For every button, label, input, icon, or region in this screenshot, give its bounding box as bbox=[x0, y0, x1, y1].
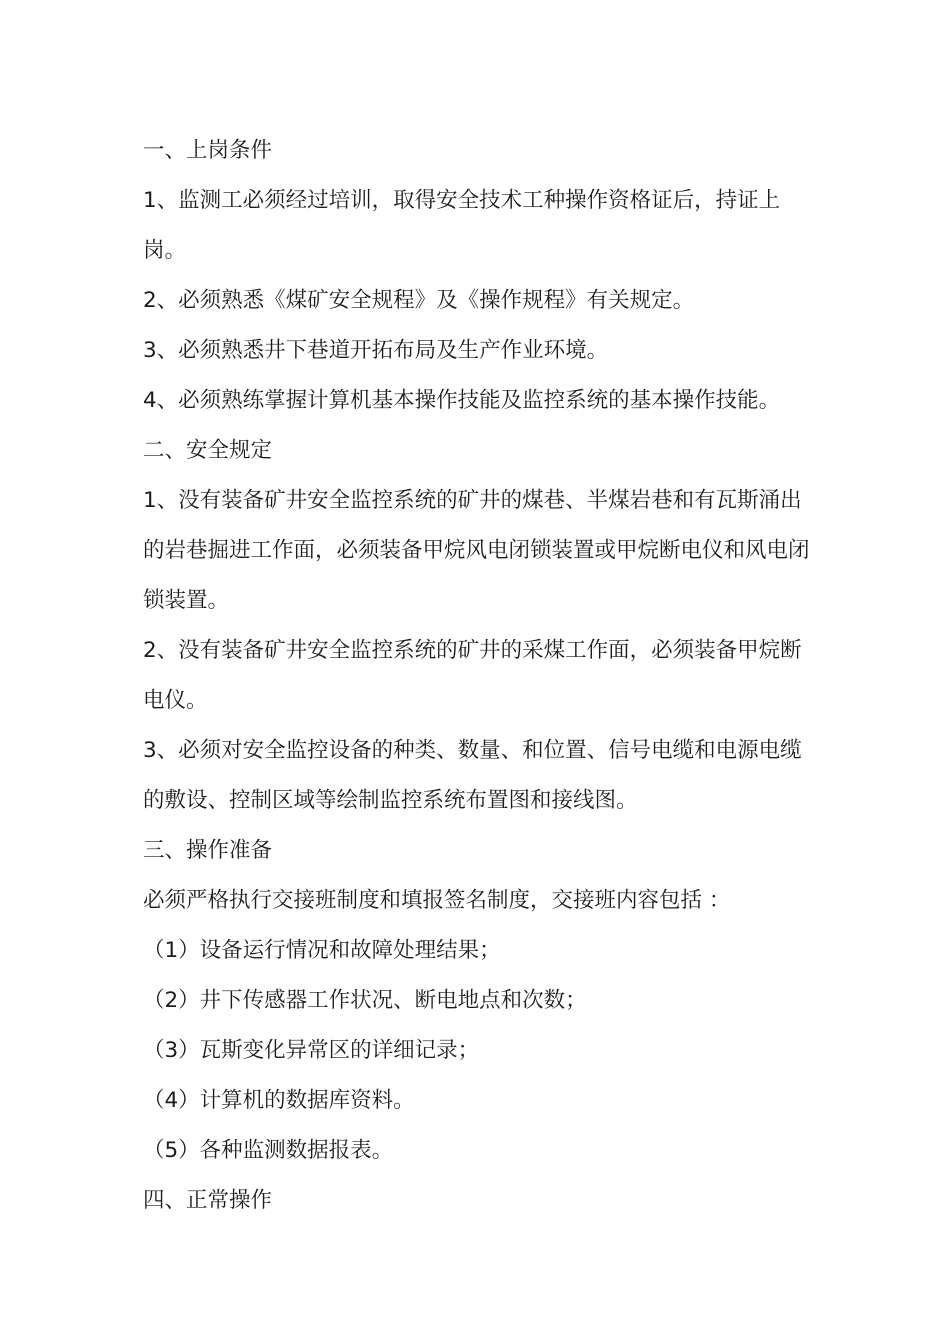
paragraph-2-3: 3、必须对安全监控设备的种类、数量、和位置、信号电缆和电源电缆的敷设、控制区域等绘制监控系统布置图和接线图。 bbox=[143, 738, 802, 813]
list-item-4: （4）计算机的数据库资料。 bbox=[143, 1088, 415, 1113]
section-heading-3: 三、操作准备 bbox=[143, 838, 273, 863]
paragraph-2-1: 1、没有装备矿井安全监控系统的矿井的煤巷、半煤岩巷和有瓦斯涌出的岩巷掘进工作面，必须装备甲烷风电闭锁装置或甲烷断电仪和风电闭锁装置。 bbox=[143, 488, 810, 613]
paragraph-1-3: 3、必须熟悉井下巷道开拓布局及生产作业环境。 bbox=[143, 338, 609, 363]
list-item-5: （5）各种监测数据报表。 bbox=[143, 1138, 394, 1163]
document-body bbox=[143, 126, 813, 1226]
paragraph-2-2: 2、没有装备矿井安全监控系统的矿井的采煤工作面，必须装备甲烷断电仪。 bbox=[143, 638, 802, 713]
paragraph-1-1: 1、监测工必须经过培训，取得安全技术工种操作资格证后，持证上岗。 bbox=[143, 188, 781, 263]
section-heading-4: 四、正常操作 bbox=[143, 1188, 273, 1213]
paragraph-1-4: 4、必须熟练掌握计算机基本操作技能及监控系统的基本操作技能。 bbox=[143, 388, 781, 413]
section-heading-1: 一、上岗条件 bbox=[143, 138, 273, 163]
section-heading-2: 二、安全规定 bbox=[143, 438, 273, 463]
list-item-2: （2）井下传感器工作状况、断电地点和次数； bbox=[143, 988, 587, 1013]
list-item-3: （3）瓦斯变化异常区的详细记录； bbox=[143, 1038, 480, 1063]
paragraph-1-2: 2、必须熟悉《煤矿安全规程》及《操作规程》有关规定。 bbox=[143, 288, 695, 313]
list-item-1: （1）设备运行情况和故障处理结果； bbox=[143, 938, 501, 963]
paragraph-3-intro: 必须严格执行交接班制度和填报签名制度，交接班内容包括 ： bbox=[143, 888, 731, 913]
